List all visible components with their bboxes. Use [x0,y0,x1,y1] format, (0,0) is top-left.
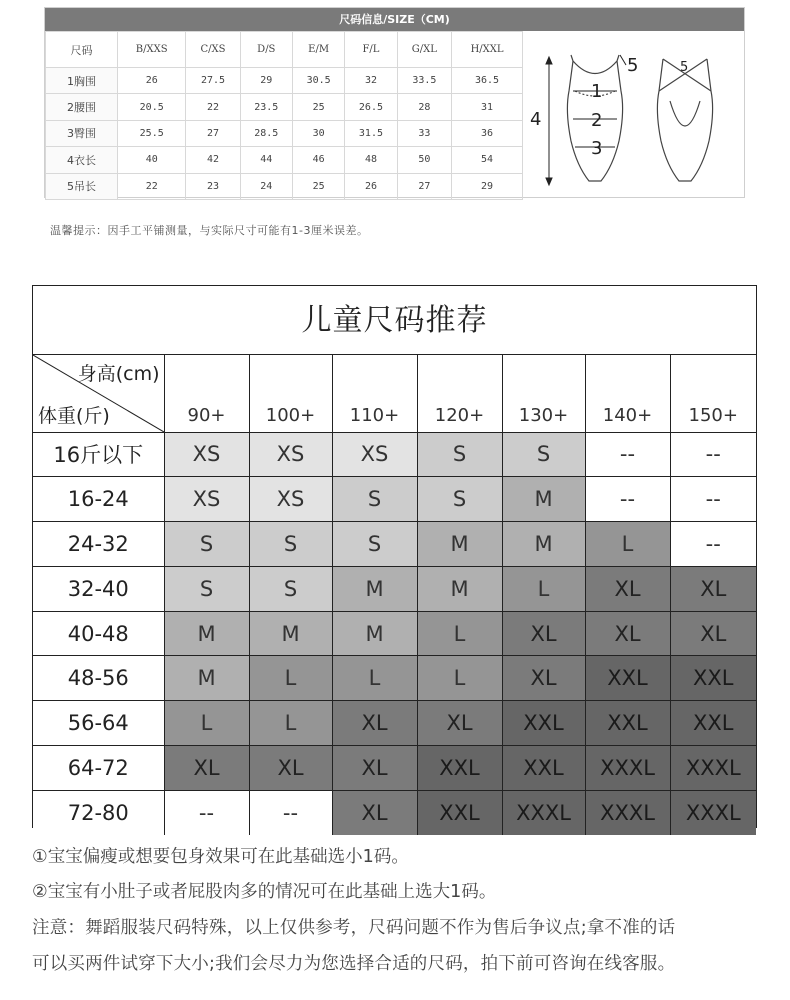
measurement-value: 33 [397,120,451,146]
size-col-header: H/XXL [452,32,523,68]
size-recommendation-cell: XXL [417,790,502,835]
size-recommendation-cell: XXL [417,746,502,791]
height-header: 110+ [332,355,417,432]
size-recommendation-cell: XL [164,746,249,791]
size-table-row [46,120,523,146]
size-recommendation-cell: -- [670,522,756,567]
size-recommendation-cell: XXXL [502,790,585,835]
note-disclaimer-line2: 可以买两件试穿下大小;我们会尽力为您选择合适的尺码，拍下前可咨询在线客服。 [32,954,676,974]
weight-row [33,701,756,746]
height-header: 100+ [249,355,332,432]
size-recommendation-cell: XL [585,566,670,611]
size-info-panel [44,7,745,198]
size-recommendation-cell: M [332,566,417,611]
measurement-value: 36.5 [452,68,523,94]
height-header-row [33,355,756,432]
height-header: 130+ [502,355,585,432]
height-header: 90+ [164,355,249,432]
measurement-label: 4衣长 [46,147,118,173]
size-recommendation-cell: XS [332,432,417,477]
measurement-value: 28.5 [240,120,292,146]
size-recommendation-cell: S [502,432,585,477]
measurement-value: 22 [186,94,240,120]
recommendation-table [33,355,756,835]
size-recommendation-cell: XS [164,432,249,477]
size-recommendation-cell: -- [585,477,670,522]
size-recommendation-cell: M [417,566,502,611]
note-size-up: ②宝宝有小肚子或者屁股肉多的情况可在此基础上选大1码。 [32,882,497,902]
marker-4: 4 [530,109,542,130]
height-axis-label: 身高(cm) [77,363,160,385]
size-recommendation-cell: M [417,522,502,567]
size-recommendation-cell: S [164,522,249,567]
measurement-value: 30.5 [292,68,344,94]
measurement-value: 25 [292,94,344,120]
garment-measurement-figure [525,31,745,198]
measurement-value: 54 [452,147,523,173]
size-recommendation-cell: XL [332,701,417,746]
table-corner [33,355,164,432]
size-recommendation-cell: XL [417,701,502,746]
size-recommendation-cell: XS [249,432,332,477]
measurement-value: 25.5 [118,120,186,146]
size-recommendation-cell: XXXL [670,790,756,835]
size-recommendation-cell: M [332,611,417,656]
size-recommendation-cell: M [502,477,585,522]
marker-2: 2 [591,110,603,131]
weight-row [33,522,756,567]
size-recommendation-cell: M [164,611,249,656]
size-recommendation-cell: S [332,522,417,567]
measurement-value: 42 [186,147,240,173]
measurement-label: 5吊长 [46,173,118,199]
measurement-label: 1胸围 [46,68,118,94]
size-recommendation-cell: XXL [670,656,756,701]
weight-label: 48-56 [33,656,164,701]
measurement-value: 23 [186,173,240,199]
measurement-value: 20.5 [118,94,186,120]
size-col-header: C/XS [186,32,240,68]
size-recommendation-cell: -- [670,432,756,477]
measurement-value: 33.5 [397,68,451,94]
weight-label: 24-32 [33,522,164,567]
measurement-value: 27.5 [186,68,240,94]
note-disclaimer-line1: 注意：舞蹈服装尺码特殊，以上仅供参考，尺码问题不作为售后争议点;拿不准的话 [32,918,676,938]
size-recommendation-cell: -- [164,790,249,835]
measurement-value: 31.5 [345,120,397,146]
size-corner-label: 尺码 [46,32,118,68]
size-recommendation-cell: XL [585,611,670,656]
measurement-value: 50 [397,147,451,173]
size-table-row [46,147,523,173]
measurement-value: 46 [292,147,344,173]
weight-row [33,611,756,656]
size-col-header: E/M [292,32,344,68]
measurement-value: 26.5 [345,94,397,120]
measurement-value: 25 [292,173,344,199]
marker-5-back: 5 [680,60,689,75]
measurement-value: 28 [397,94,451,120]
size-recommendation-cell: S [249,566,332,611]
size-recommendation-cell: L [164,701,249,746]
measurement-value: 27 [186,120,240,146]
size-recommendation-cell: L [417,611,502,656]
measurement-value: 36 [452,120,523,146]
size-col-header: G/XL [397,32,451,68]
size-recommendation-cell: XL [332,746,417,791]
note-size-down: ①宝宝偏瘦或想要包身效果可在此基础选小1码。 [32,847,409,867]
size-recommendation-cell: L [332,656,417,701]
measurement-tip: 温馨提示：因手工平铺测量，与实际尺寸可能有1-3厘米误差。 [50,224,369,237]
weight-label: 32-40 [33,566,164,611]
measurement-value: 24 [240,173,292,199]
size-recommendation-cell: S [249,522,332,567]
size-recommendation-cell: XXXL [585,790,670,835]
size-info-header: 尺码信息/SIZE（CM) [45,8,744,31]
size-recommendation-cell: XXL [585,656,670,701]
size-recommendation-cell: XL [249,746,332,791]
size-table-row [46,173,523,199]
size-col-header: B/XXS [118,32,186,68]
measurement-label: 3臀围 [46,120,118,146]
size-recommendation-cell: S [417,432,502,477]
size-table-header-row [46,32,523,68]
measurement-value: 29 [240,68,292,94]
size-recommendation-cell: XL [332,790,417,835]
size-table-row [46,94,523,120]
size-recommendation-cell: L [249,656,332,701]
size-recommendation-cell: XXL [670,701,756,746]
size-recommendation-cell: XS [249,477,332,522]
weight-row [33,566,756,611]
weight-row [33,432,756,477]
height-header: 150+ [670,355,756,432]
marker-1: 1 [591,81,603,102]
measurement-value: 31 [452,94,523,120]
measurement-value: 44 [240,147,292,173]
size-recommendation-cell: L [249,701,332,746]
measurement-value: 27 [397,173,451,199]
measurement-value: 32 [345,68,397,94]
size-recommendation-cell: XXL [585,701,670,746]
weight-row [33,477,756,522]
weight-label: 56-64 [33,701,164,746]
size-recommendation-cell: XXXL [585,746,670,791]
measurement-label: 2腰围 [46,94,118,120]
size-recommendation-cell: L [502,566,585,611]
measurement-value: 48 [345,147,397,173]
measurement-value: 40 [118,147,186,173]
measurement-value: 29 [452,173,523,199]
size-recommendation-cell: S [332,477,417,522]
size-recommendation-panel [32,285,757,828]
height-header: 120+ [417,355,502,432]
size-recommendation-cell: L [417,656,502,701]
marker-3: 3 [591,138,603,159]
size-recommendation-cell: XL [670,566,756,611]
measurement-value: 26 [118,68,186,94]
weight-label: 40-48 [33,611,164,656]
size-recommendation-cell: -- [249,790,332,835]
weight-row [33,746,756,791]
size-recommendation-cell: M [164,656,249,701]
size-recommendation-cell: XXL [502,701,585,746]
weight-label: 16斤以下 [33,432,164,477]
size-recommendation-cell: -- [585,432,670,477]
measurement-value: 30 [292,120,344,146]
weight-axis-label: 体重(斤) [38,404,110,427]
size-recommendation-cell: S [164,566,249,611]
weight-label: 72-80 [33,790,164,835]
size-recommendation-cell: XL [502,611,585,656]
size-recommendation-cell: M [249,611,332,656]
measurement-value: 26 [345,173,397,199]
weight-row [33,656,756,701]
size-recommendation-cell: XL [502,656,585,701]
size-recommendation-cell: M [502,522,585,567]
size-recommendation-cell: XS [164,477,249,522]
weight-label: 16-24 [33,477,164,522]
size-recommendation-cell: XL [670,611,756,656]
size-measurement-table [45,31,523,200]
size-recommendation-cell: XXL [502,746,585,791]
leotard-diagram-icon [525,31,745,198]
weight-label: 64-72 [33,746,164,791]
size-recommendation-cell: L [585,522,670,567]
size-col-header: D/S [240,32,292,68]
size-col-header: F/L [345,32,397,68]
marker-5-front: 5 [627,55,639,76]
size-recommendation-cell: -- [670,477,756,522]
height-header: 140+ [585,355,670,432]
size-table-row [46,68,523,94]
measurement-value: 23.5 [240,94,292,120]
recommendation-title: 儿童尺码推荐 [33,286,756,355]
weight-row [33,790,756,835]
size-recommendation-cell: XXXL [670,746,756,791]
measurement-value: 22 [118,173,186,199]
size-recommendation-cell: S [417,477,502,522]
